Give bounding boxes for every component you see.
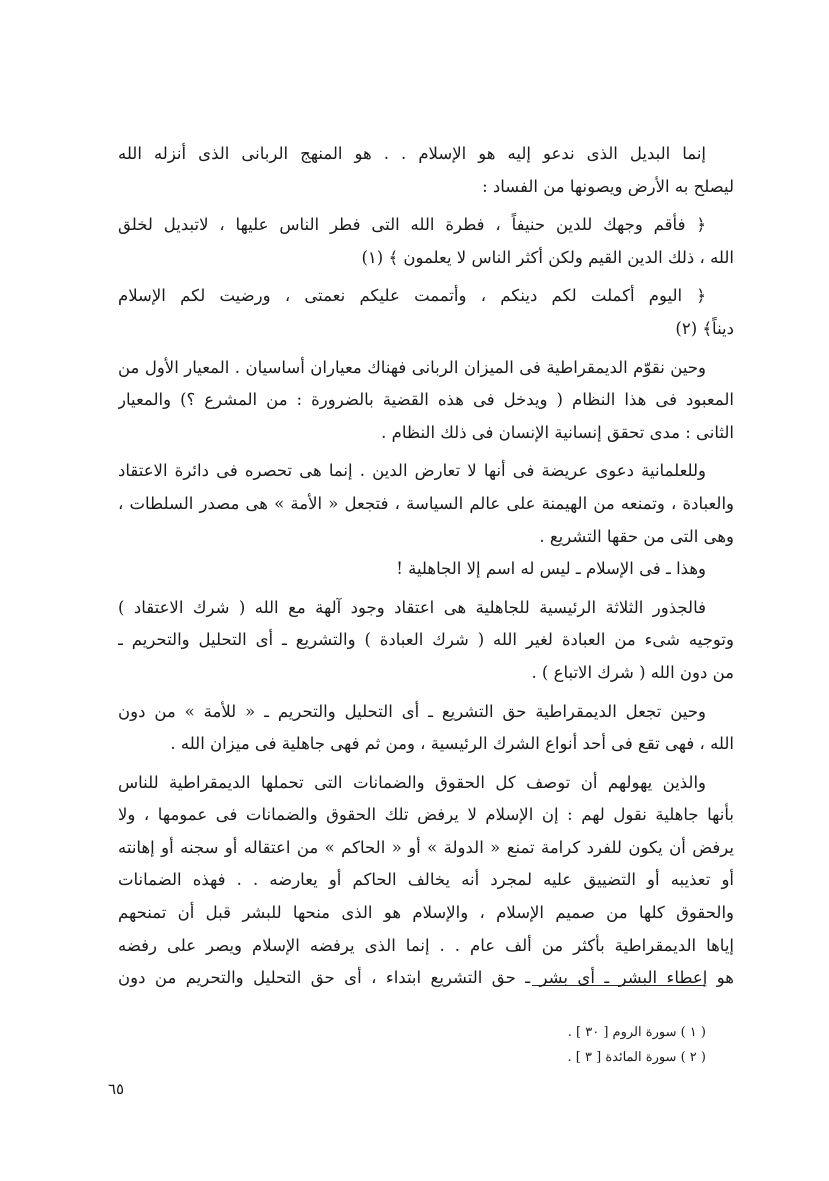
quran-verse-line: ديناً﴾ (٢) [675, 318, 734, 338]
text-line: بأنها جاهلية نقول لهم : إن الإسلام لا يرفض تلك الحقوق والضمانات فى عمومها ، ولا [118, 805, 734, 825]
text-line: من دون الله ( شرك الاتباع ) . [531, 662, 734, 682]
text-line: وحين تجعل الديمقراطية حق التشريع ـ أى التحليل والتحريم ـ « للأمة » من دون [118, 701, 706, 721]
text-line: هو إعطاء البشر ـ أى بشر ـ حق التشريع ابتداء ، أى حق التحليل والتحريم من دون [118, 968, 734, 988]
text-line: فالجذور الثلاثة الرئيسية للجاهلية هى اعتقاد وجود آلهة مع الله ( شرك الاعتقاد ) [118, 597, 706, 617]
text-line: الله ، فهى تقع فى أحد أنواع الشرك الرئيسية ، ومن ثم فهى جاهلية فى ميزان الله . [170, 734, 734, 754]
text-line: وهذا ـ فى الإسلام ـ ليس له اسم إلا الجاهلية ! [396, 559, 706, 579]
text-line: إنما البديل الذى ندعو إليه هو الإسلام . . هو المنهج الربانى الذى أنزله الله [118, 144, 706, 163]
page-number: ٦٥ [108, 1080, 125, 1098]
footnotes [430, 1020, 706, 1070]
text-line: وللعلمانية دعوى عريضة فى أنها لا تعارض الدين . إنما هى تحصره فى دائرة الاعتقاد [118, 461, 706, 481]
footnote-1: ( ١ ) سورة الروم [ ٣٠ ] . [567, 1025, 706, 1040]
text-line: ليصلح به الأرض ويصونها من الفساد : [482, 176, 734, 196]
text-line: وهى التى من حقها التشريع . [539, 526, 734, 546]
text-line: إياها الديمقراطية بأكثر من ألف عام . . إنما الذى يرفضه الإسلام ويصر على رفضه [118, 935, 734, 955]
quran-verse-line: الله ، ذلك الدين القيم ولكن أكثر الناس لا يعلمون ﴾ (١) [361, 247, 734, 267]
main-text [118, 138, 734, 995]
text-line: والذين يهولهم أن توصف كل الحقوق والضمانات التى تحملها الديمقراطية للناس [118, 772, 706, 792]
quran-verse-line: ﴿ فأقم وجهك للدين حنيفاً ، فطرة الله التى فطر الناس عليها ، لاتبديل لخلق [118, 215, 706, 235]
text-line: وحين نقوّم الديمقراطية فى الميزان الربانى فهناك معياران أساسيان . المعيار الأول من [118, 357, 706, 377]
footnote-2: ( ٢ ) سورة المائدة [ ٣ ] . [567, 1050, 706, 1065]
text-line: المعبود فى هذا النظام ( ويدخل فى هذه القضية بالضرورة : من المشرع ؟) والمعيار [118, 390, 734, 410]
text-line: والعبادة ، وتمنعه من الهيمنة على عالم السياسة ، فتجعل « الأمة » هى مصدر السلطات ، [118, 493, 734, 513]
text-line: الثانى : مدى تحقق إنسانية الإنسان فى ذلك النظام . [381, 422, 734, 442]
quran-verse-line: ﴿ اليوم أكملت لكم دينكم ، وأتممت عليكم نعمتى ، ورضيت لكم الإسلام [118, 286, 706, 306]
text-line: أو تعذيبه أو التضييق عليه لمجرد أنه يخالف الحاكم أو يعارضه . . فهذه الضمانات [118, 870, 734, 890]
text-line: يرفض أن يكون للفرد كرامة تمنع « الدولة » أو « الحاكم » من اعتقاله أو سجنه أو إهانته [118, 837, 734, 857]
footnote-divider [532, 985, 704, 986]
text-line: وتوجيه شىء من العبادة لغير الله ( شرك العبادة ) والتشريع ـ أى التحليل والتحريم ـ [118, 630, 734, 650]
text-line: والحقوق كلها من صميم الإسلام ، والإسلام هو الذى منحها للبشر قبل أن تمنحهم [118, 903, 734, 923]
